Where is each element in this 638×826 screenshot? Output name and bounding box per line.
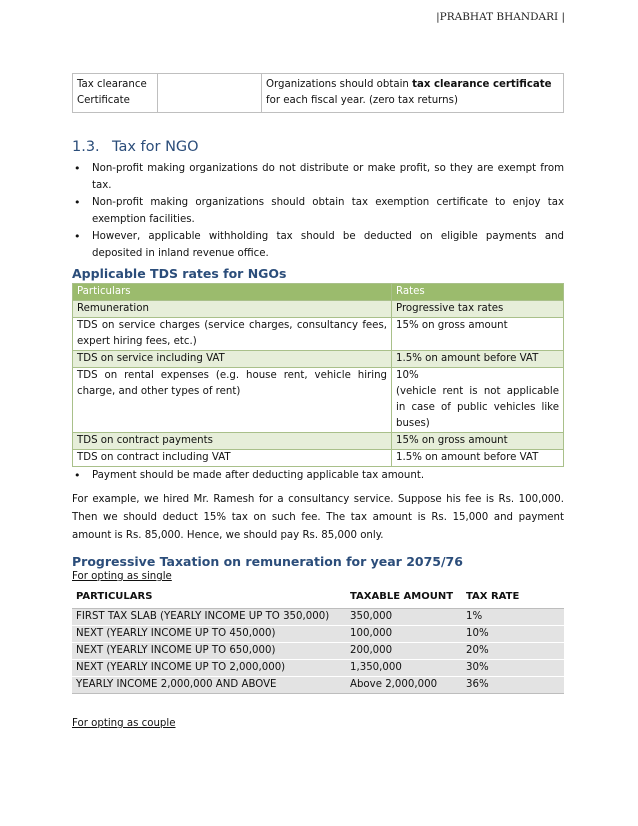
tds-row <box>73 433 564 450</box>
tds-particular: TDS on contract including VAT <box>73 450 392 467</box>
tds-rate-note: (vehicle rent is not applicable in case of public vehicles like buses) <box>396 386 559 429</box>
payment-bullet-list <box>72 467 564 484</box>
progressive-col-taxable: TAXABLE AMOUNT <box>350 591 454 602</box>
payment-bullet-item: • Payment should be made after deducting applicable tax amount. <box>72 467 564 484</box>
tds-header-row <box>73 284 564 301</box>
section-title: Tax for NGO <box>112 139 199 155</box>
progressive-rate: 10% <box>462 626 564 643</box>
tax-clearance-description <box>262 74 564 113</box>
progressive-particular: FIRST TAX SLAB (YEARLY INCOME UP TO 350,000) <box>72 609 346 626</box>
section-number: 1.3. <box>72 139 100 155</box>
tds-particular: TDS on service charges (service charges, consultancy fees, expert hiring fees, etc.) <box>73 318 392 351</box>
tds-rate: 10% <box>396 370 419 381</box>
tds-row <box>73 368 564 433</box>
progressive-rate: 30% <box>462 660 564 677</box>
progressive-particular: NEXT (YEARLY INCOME UP TO 650,000) <box>72 643 346 660</box>
tax-clearance-text-after: for each fiscal year. (zero tax returns) <box>266 95 458 106</box>
tds-row <box>73 318 564 351</box>
progressive-tax-table <box>72 584 564 694</box>
progressive-particular: NEXT (YEARLY INCOME UP TO 450,000) <box>72 626 346 643</box>
section-heading <box>72 139 564 155</box>
progressive-amount: 200,000 <box>346 643 462 660</box>
progressive-rate: 20% <box>462 643 564 660</box>
progressive-particular: YEARLY INCOME 2,000,000 AND ABOVE <box>72 677 346 694</box>
progressive-row <box>72 660 564 677</box>
progressive-amount: 1,350,000 <box>346 660 462 677</box>
document-content <box>72 73 564 731</box>
tds-row <box>73 450 564 467</box>
page-header: |PRABHAT BHANDARI | <box>436 11 565 23</box>
tds-heading: Applicable TDS rates for NGOs <box>72 266 287 281</box>
tax-clearance-label: Tax clearance Certificate <box>73 74 158 113</box>
progressive-amount: Above 2,000,000 <box>346 677 462 694</box>
tax-clearance-empty-cell <box>158 74 262 113</box>
tds-rate: 1.5% on amount before VAT <box>392 450 564 467</box>
progressive-col-rate: TAX RATE <box>466 591 520 602</box>
tds-row <box>73 351 564 368</box>
progressive-rate: 36% <box>462 677 564 694</box>
couple-label: For opting as couple <box>72 718 176 729</box>
example-paragraph: For example, we hired Mr. Ramesh for a consultancy service. Suppose his fee is Rs. 100,000. Then we should deduct 15% tax on such fee. The tax amount is Rs. 15,000 and payment amount is Rs. 85,000. Hence, we should pay Rs. 85,000 only. <box>72 494 564 541</box>
tds-rate: 1.5% on amount before VAT <box>392 351 564 368</box>
ngo-bullet-item: • However, applicable withholding tax should be deducted on eligible payments and deposited in inland revenue office. <box>72 228 564 262</box>
tds-rate-cell <box>392 368 564 433</box>
tds-col-particulars: Particulars <box>73 284 392 301</box>
tds-particular: TDS on contract payments <box>73 433 392 450</box>
tds-particular: TDS on service including VAT <box>73 351 392 368</box>
tax-clearance-row <box>73 74 564 113</box>
progressive-header-row <box>72 584 564 609</box>
tax-clearance-table <box>72 73 564 113</box>
single-label: For opting as single <box>72 571 172 582</box>
tds-row <box>73 301 564 318</box>
ngo-bullet-list <box>72 160 564 262</box>
progressive-amount: 350,000 <box>346 609 462 626</box>
progressive-row <box>72 609 564 626</box>
tds-rate: Progressive tax rates <box>392 301 564 318</box>
tds-rates-table <box>72 283 564 467</box>
ngo-bullet-item: • Non-profit making organizations do not distribute or make profit, so they are exempt from tax. <box>72 160 564 194</box>
progressive-rate: 1% <box>462 609 564 626</box>
progressive-col-particulars: PARTICULARS <box>76 591 153 602</box>
tds-rate: 15% on gross amount <box>392 433 564 450</box>
progressive-amount: 100,000 <box>346 626 462 643</box>
progressive-row <box>72 643 564 660</box>
progressive-row <box>72 677 564 694</box>
ngo-bullet-item: • Non-profit making organizations should obtain tax exemption certificate to enjoy tax exemption facilities. <box>72 194 564 228</box>
tds-rate: 15% on gross amount <box>392 318 564 351</box>
tds-particular: Remuneration <box>73 301 392 318</box>
tax-clearance-text-before: Organizations should obtain <box>266 79 413 90</box>
progressive-row <box>72 626 564 643</box>
tds-particular: TDS on rental expenses (e.g. house rent, vehicle hiring charge, and other types of rent) <box>73 368 392 433</box>
tax-clearance-bold-term: tax clearance certificate <box>412 79 552 90</box>
tds-col-rates: Rates <box>392 284 564 301</box>
progressive-heading: Progressive Taxation on remuneration for year 2075/76 <box>72 554 463 569</box>
progressive-particular: NEXT (YEARLY INCOME UP TO 2,000,000) <box>72 660 346 677</box>
